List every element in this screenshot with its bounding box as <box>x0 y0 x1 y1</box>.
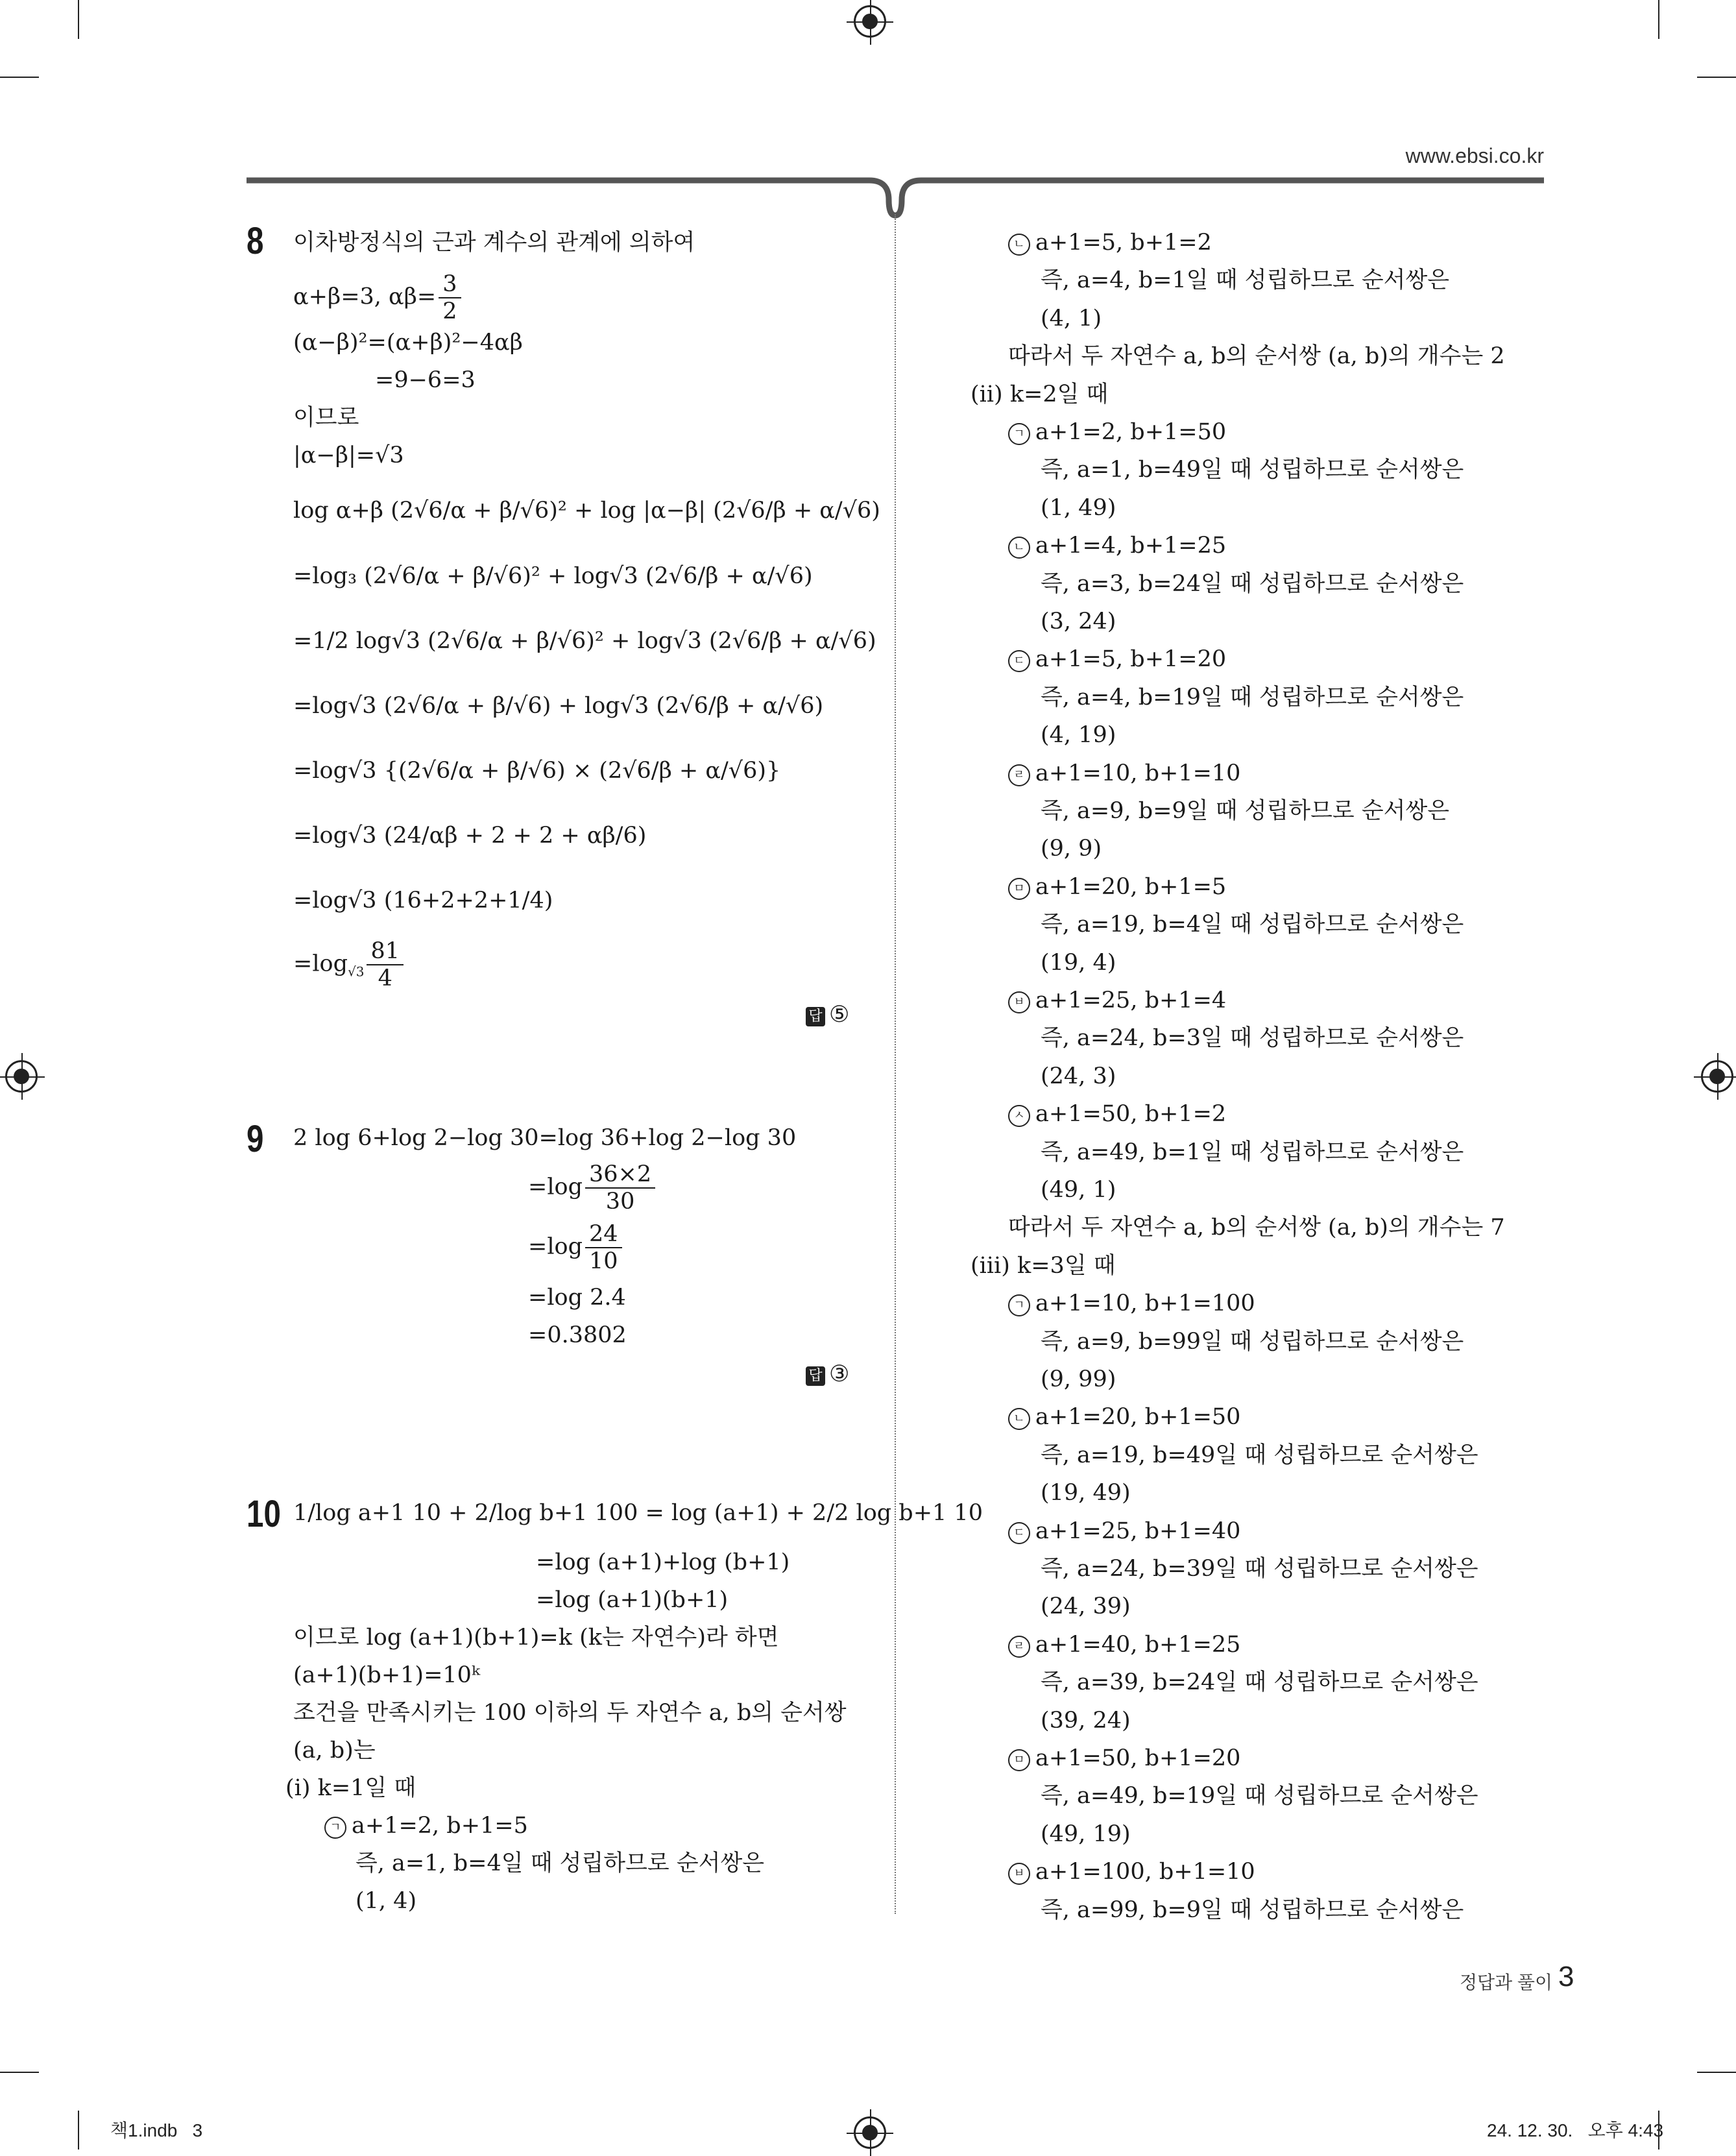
registration-mark-icon <box>854 2116 886 2149</box>
right-column-line <box>1008 645 1226 673</box>
p10-line: =log (a+1)+log (b+1) <box>536 1549 790 1575</box>
right-column-line <box>1041 607 1116 636</box>
right-column-line <box>1008 531 1226 560</box>
right-column-line <box>1008 418 1226 446</box>
right-column-line <box>1041 1176 1116 1204</box>
p9-expr: =log <box>528 1174 583 1200</box>
right-line-text: a+1=50, b+1=20 <box>1035 1745 1241 1771</box>
right-line-text: a+1=40, b+1=25 <box>1035 1632 1241 1658</box>
right-column-line <box>1008 1289 1255 1318</box>
right-line-text: a+1=4, b+1=25 <box>1035 533 1227 559</box>
right-line-text: 즉, a=9, b=99일 때 성립하므로 순서쌍은 <box>1041 1329 1464 1355</box>
answer-value: ③ <box>829 1361 850 1387</box>
p8-line <box>293 938 406 991</box>
right-column-line <box>1041 1820 1131 1848</box>
p8-line: =1/2 log√3 (2√6/α + β/√6)² + log√3 (2√6/β + α/√6) <box>293 628 876 654</box>
problem-number: 8 <box>247 220 264 262</box>
right-column-line <box>1041 266 1449 295</box>
circled-mark: ㄱ <box>324 1817 346 1839</box>
circled-mark: ㅅ <box>1008 1105 1030 1127</box>
p9-line: =log 2.4 <box>528 1285 626 1311</box>
p10-line <box>324 1811 528 1840</box>
circled-mark: ㄹ <box>1008 1636 1030 1658</box>
right-line-text: (ⅱ) k=2일 때 <box>970 382 1109 407</box>
p8-expr: α+β=3, αβ= <box>293 284 437 310</box>
p8-line: 이므로 <box>293 405 359 431</box>
p8-line: log α+β (2√6/α + β/√6)² + log |α−β| (2√6/β + α/√6) <box>293 498 880 524</box>
right-column-line <box>1008 1403 1240 1431</box>
right-line-text: 즉, a=9, b=9일 때 성립하므로 순서쌍은 <box>1041 798 1450 824</box>
right-column-line <box>1041 1555 1478 1583</box>
p8-line: =log√3 (24/αβ + 2 + 2 + αβ/6) <box>293 823 647 849</box>
right-column-line <box>1041 304 1102 333</box>
footer-print-stamp: 24. 12. 30. 오후 4:43 <box>1487 2120 1664 2140</box>
problem-number: 10 <box>247 1493 281 1535</box>
right-column-line <box>1008 986 1226 1015</box>
p8-line: =log√3 {(2√6/α + β/√6) × (2√6/β + α/√6)} <box>293 758 781 784</box>
right-line-text: (19, 4) <box>1041 950 1116 976</box>
right-column-line <box>1008 342 1505 370</box>
right-column-line <box>1041 797 1449 825</box>
right-column-line <box>1041 455 1464 484</box>
p10-line: (a, b)는 <box>293 1738 376 1763</box>
registration-mark-icon <box>5 1060 38 1093</box>
right-line-text: a+1=100, b+1=10 <box>1035 1859 1255 1885</box>
circled-mark: ㅁ <box>1008 878 1030 900</box>
site-url: www.ebsi.co.kr <box>1405 144 1544 167</box>
right-line-text: 즉, a=4, b=19일 때 성립하므로 순서쌍은 <box>1041 684 1464 710</box>
circled-mark: ㅁ <box>1008 1749 1030 1771</box>
p8-line: =log√3 (16+2+2+1/4) <box>293 888 553 914</box>
circled-mark: ㄱ <box>1008 1294 1030 1316</box>
right-line-text: (39, 24) <box>1041 1708 1131 1734</box>
circled-mark: ㄷ <box>1008 650 1030 672</box>
right-line-text: 즉, a=49, b=1일 때 성립하므로 순서쌍은 <box>1041 1139 1464 1165</box>
p9-line <box>528 1221 625 1274</box>
fraction: $\frac{81}{4}$ <box>367 938 404 991</box>
circled-mark: ㄱ <box>1008 423 1030 445</box>
right-column-line <box>1008 1630 1240 1659</box>
right-line-text: 즉, a=1, b=49일 때 성립하므로 순서쌍은 <box>1041 457 1464 483</box>
right-column-line <box>970 1252 1116 1280</box>
right-line-text: a+1=25, b+1=40 <box>1035 1518 1241 1544</box>
right-line-text: (9, 99) <box>1041 1366 1116 1392</box>
right-column-line <box>1041 494 1116 522</box>
crop-mark <box>0 2072 39 2073</box>
right-column-line <box>1008 1100 1226 1128</box>
registration-mark-icon <box>1701 1060 1733 1093</box>
right-column-line <box>1008 759 1240 788</box>
right-line-text: (ⅲ) k=3일 때 <box>970 1253 1116 1279</box>
right-line-text: a+1=25, b+1=4 <box>1035 987 1227 1013</box>
right-line-text: a+1=5, b+1=20 <box>1035 646 1227 672</box>
p8-expr: =log <box>293 951 348 977</box>
right-line-text: (24, 3) <box>1041 1063 1116 1089</box>
answer-marker <box>806 1002 849 1028</box>
right-line-text: 따라서 두 자연수 a, b의 순서쌍 (a, b)의 개수는 2 <box>1008 343 1505 369</box>
right-line-text: 즉, a=24, b=3일 때 성립하므로 순서쌍은 <box>1041 1025 1464 1051</box>
right-line-text: a+1=5, b+1=2 <box>1035 230 1212 256</box>
right-line-text: a+1=20, b+1=5 <box>1035 874 1227 900</box>
p10-case-expr: a+1=2, b+1=5 <box>352 1813 528 1839</box>
right-line-text: 즉, a=49, b=19일 때 성립하므로 순서쌍은 <box>1041 1783 1478 1809</box>
footer-section-label: 정답과 풀이 <box>1460 1972 1553 1992</box>
circled-mark: ㄷ <box>1008 1522 1030 1544</box>
p10-line: 조건을 만족시키는 100 이하의 두 자연수 a, b의 순서쌍 <box>293 1700 847 1726</box>
p8-subscript: √3 <box>348 963 365 980</box>
circled-mark: ㄴ <box>1008 234 1030 256</box>
right-column-line <box>1008 1213 1505 1242</box>
right-line-text: (19, 49) <box>1041 1480 1131 1506</box>
problem-number: 9 <box>247 1118 264 1160</box>
right-line-text: 즉, a=3, b=24일 때 성립하므로 순서쌍은 <box>1041 571 1464 597</box>
fraction: $\frac{36\times 2}{30}$ <box>585 1161 655 1215</box>
crop-mark <box>0 77 39 78</box>
right-column-line <box>1041 1365 1116 1394</box>
right-line-text: 즉, a=99, b=9일 때 성립하므로 순서쌍은 <box>1041 1897 1464 1923</box>
right-column-line <box>1041 910 1464 939</box>
right-column-line <box>1041 1479 1131 1507</box>
right-column-line <box>1041 1592 1131 1621</box>
right-column-line <box>1041 1706 1131 1735</box>
right-line-text: (24, 39) <box>1041 1593 1131 1619</box>
p10-line: 즉, a=1, b=4일 때 성립하므로 순서쌍은 <box>356 1850 765 1876</box>
right-column-line <box>1008 1858 1255 1886</box>
right-line-text: a+1=50, b+1=2 <box>1035 1101 1227 1127</box>
right-line-text: (9, 9) <box>1041 836 1102 862</box>
right-column-line <box>1041 949 1116 977</box>
right-column-line <box>1041 1024 1464 1052</box>
p10-line: 1/log a+1 10 + 2/log b+1 100 = log (a+1) + 2/2 log b+1 10 <box>293 1500 983 1526</box>
right-column-line <box>1008 228 1212 257</box>
right-column-line <box>1041 1668 1478 1697</box>
right-column-line <box>1041 683 1464 712</box>
right-column-line <box>1041 1782 1478 1810</box>
fraction: $\frac{3}{2}$ <box>439 271 461 324</box>
header-rule <box>247 169 1544 221</box>
answer-marker <box>806 1361 849 1387</box>
page-number: 3 <box>1558 1961 1574 1992</box>
fraction: $\frac{24}{10}$ <box>585 1221 622 1274</box>
right-line-text: 즉, a=19, b=49일 때 성립하므로 순서쌍은 <box>1041 1442 1478 1468</box>
right-line-text: 즉, a=39, b=24일 때 성립하므로 순서쌍은 <box>1041 1669 1478 1695</box>
right-line-text: 즉, a=24, b=39일 때 성립하므로 순서쌍은 <box>1041 1556 1478 1582</box>
p9-line: 2 log 6+log 2−log 30=log 36+log 2−log 30 <box>293 1125 797 1151</box>
p8-line <box>293 271 464 324</box>
right-column-line <box>970 380 1108 409</box>
crop-mark <box>1658 0 1659 39</box>
right-line-text: (3, 24) <box>1041 609 1116 635</box>
p9-expr: =log <box>528 1233 583 1260</box>
p10-line: (1, 4) <box>356 1888 417 1914</box>
right-line-text: (49, 19) <box>1041 1821 1131 1847</box>
answer-label: 답 <box>806 1366 825 1386</box>
circled-mark: ㄹ <box>1008 764 1030 786</box>
right-line-text: a+1=10, b+1=100 <box>1035 1290 1255 1316</box>
circled-mark: ㅂ <box>1008 1863 1030 1885</box>
right-line-text: (1, 49) <box>1041 495 1116 521</box>
right-column-line <box>1041 1138 1464 1167</box>
p8-line: (α−β)²=(α+β)²−4αβ <box>293 330 523 356</box>
answer-value: ⑤ <box>829 1002 850 1028</box>
column-divider <box>895 214 896 1914</box>
right-column-line <box>1041 1327 1464 1356</box>
p10-line: 이므로 log (a+1)(b+1)=k (k는 자연수)라 하면 <box>293 1625 779 1651</box>
right-line-text: 즉, a=4, b=1일 때 성립하므로 순서쌍은 <box>1041 267 1450 293</box>
right-line-text: (4, 1) <box>1041 306 1102 332</box>
answer-label: 답 <box>806 1007 825 1026</box>
p9-line: =0.3802 <box>528 1322 627 1348</box>
right-line-text: a+1=20, b+1=50 <box>1035 1404 1241 1430</box>
p8-line: =9−6=3 <box>375 367 476 393</box>
right-line-text: 즉, a=19, b=4일 때 성립하므로 순서쌍은 <box>1041 912 1464 938</box>
crop-mark <box>78 2111 79 2150</box>
p10-line: =log (a+1)(b+1) <box>536 1587 729 1613</box>
crop-mark <box>78 0 79 39</box>
right-column-line <box>1041 570 1464 598</box>
p10-line: (ⅰ) k=1일 때 <box>285 1775 416 1801</box>
circled-mark: ㄴ <box>1008 537 1030 559</box>
right-column-line <box>1041 1896 1464 1924</box>
crop-mark <box>1697 77 1736 78</box>
p10-line: (a+1)(b+1)=10ᵏ <box>293 1662 480 1688</box>
right-line-text: 따라서 두 자연수 a, b의 순서쌍 (a, b)의 개수는 7 <box>1008 1215 1505 1241</box>
right-line-text: (4, 19) <box>1041 722 1116 748</box>
p8-line: 이차방정식의 근과 계수의 관계에 의하여 <box>293 230 695 256</box>
right-column-line <box>1041 834 1102 863</box>
right-column-line <box>1041 1062 1116 1091</box>
right-line-text: (49, 1) <box>1041 1177 1116 1203</box>
p8-line: =log√3 (2√6/α + β/√6) + log√3 (2√6/β + α/√6) <box>293 693 824 719</box>
right-column-line <box>1041 1441 1478 1470</box>
right-column-line <box>1008 1517 1240 1545</box>
circled-mark: ㄴ <box>1008 1408 1030 1430</box>
circled-mark: ㅂ <box>1008 991 1030 1013</box>
p9-line <box>528 1161 658 1215</box>
p8-line: =log₃ (2√6/α + β/√6)² + log√3 (2√6/β + α/√6) <box>293 563 813 589</box>
registration-mark-icon <box>854 5 886 38</box>
right-column-line <box>1008 1744 1240 1773</box>
right-line-text: a+1=10, b+1=10 <box>1035 760 1241 786</box>
p8-line: |α−β|=√3 <box>293 442 404 468</box>
right-line-text: a+1=2, b+1=50 <box>1035 419 1227 445</box>
crop-mark <box>1697 2072 1736 2073</box>
right-column-line <box>1008 873 1226 901</box>
right-column-line <box>1041 721 1116 749</box>
footer-file-label: 책1.indb 3 <box>110 2120 203 2140</box>
